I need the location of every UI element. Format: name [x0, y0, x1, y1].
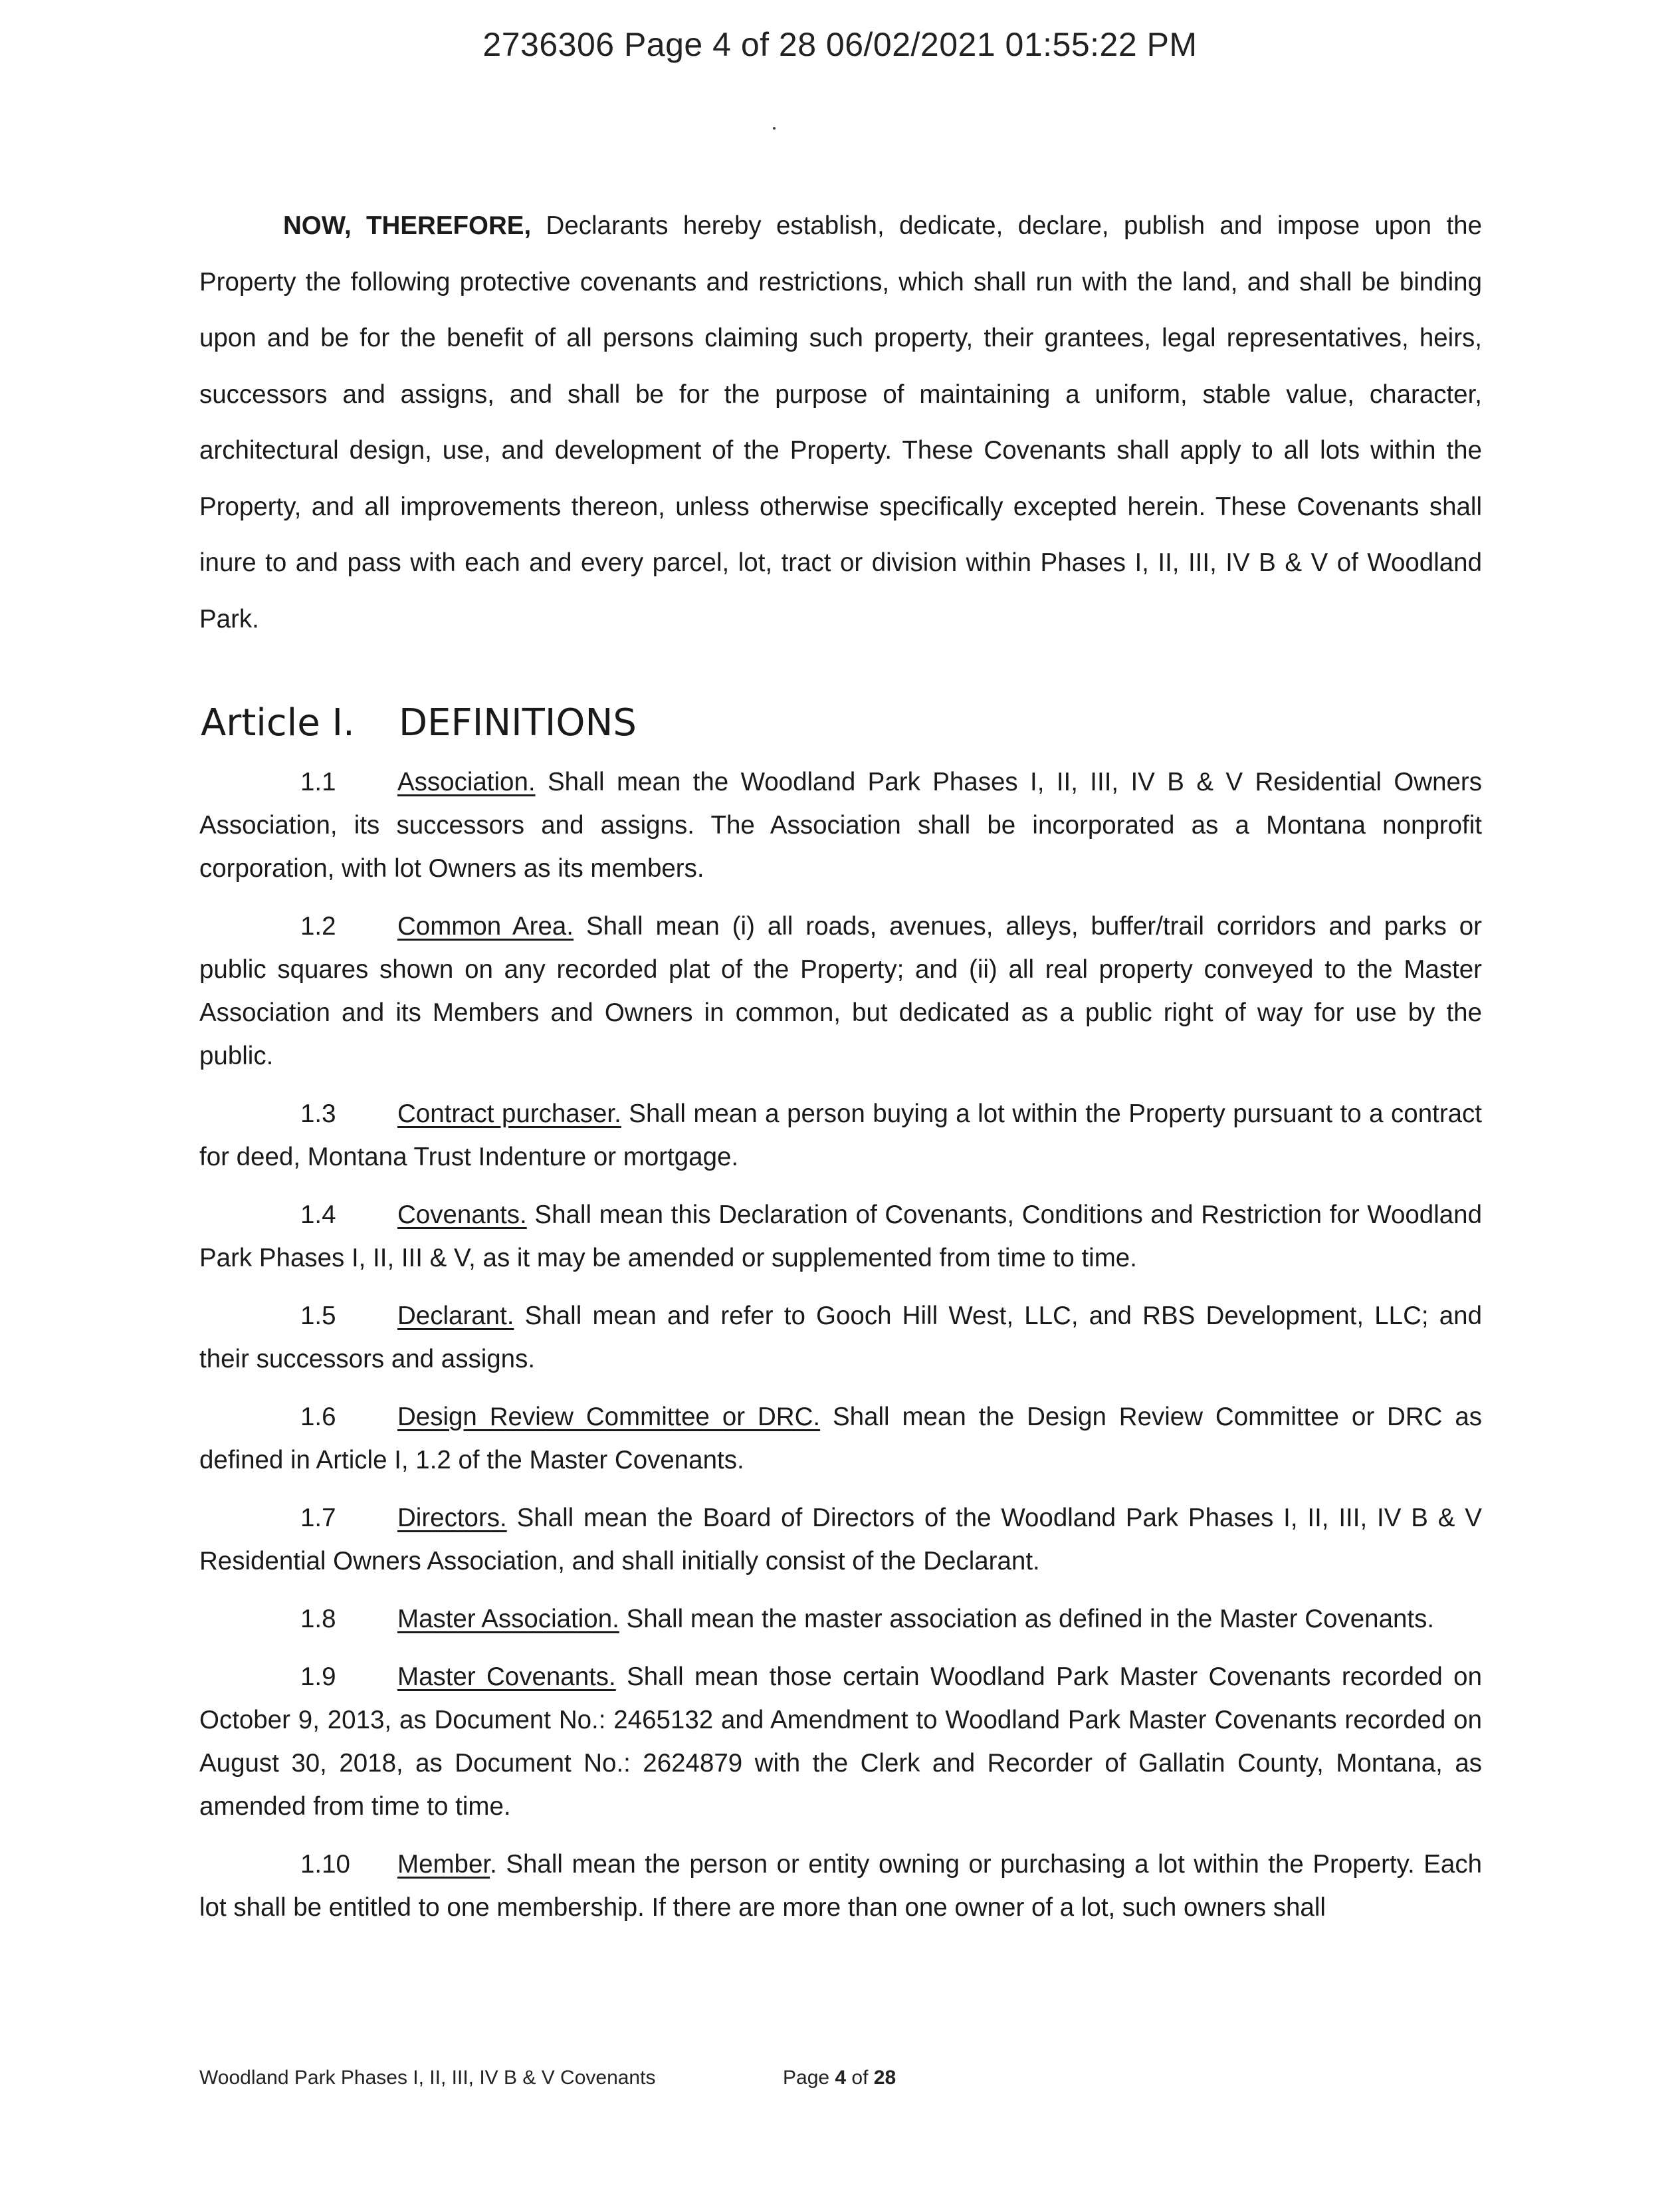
definition-term: Covenants.: [397, 1201, 527, 1229]
definition-text: . Shall mean the person or entity owning or purchasing a lot within the Property. Each lot shall be entitled to one membership. If there are more than one owner of a lot, such owners shall: [199, 1850, 1482, 1922]
intro-paragraph: [199, 198, 1482, 647]
definition-term: Common Area.: [397, 912, 574, 941]
article-title: DEFINITIONS: [399, 701, 637, 745]
scan-speck: [773, 127, 776, 130]
definition-text: Shall mean the Board of Directors of the Woodland Park Phases I, II, III, IV B & V Residential Owners Association, and shall initially consist of the Declarant.: [199, 1504, 1482, 1575]
definition-number: 1.7: [300, 1504, 336, 1532]
definition-item: [199, 1395, 1482, 1482]
definition-term: Master Association.: [397, 1605, 619, 1633]
definition-text: Shall mean the Design Review Committee or DRC as defined in Article I, 1.2 of the Master Covenants.: [199, 1403, 1482, 1474]
footer-page-total: 28: [873, 2067, 896, 2089]
definition-item: [199, 1294, 1482, 1381]
article-number: Article I.: [201, 701, 355, 745]
definition-text: Shall mean those certain Woodland Park Master Covenants recorded on October 9, 2013, as Document No.: 2465132 and Amendment to Woodland Park Master Covenants recorded on August 30, 2018, as Document No.: 2624879 with the Clerk and Recorder of Gallatin County, Montana, as amended from time to time.: [199, 1663, 1482, 1821]
definition-item: [199, 1193, 1482, 1280]
definition-item: [199, 905, 1482, 1078]
definition-text: Shall mean this Declaration of Covenants, Conditions and Restriction for Woodland Park Phases I, II, III & V, as it may be amended or supplemented from time to time.: [199, 1201, 1482, 1272]
definition-text: Shall mean a person buying a lot within the Property pursuant to a contract for deed, Montana Trust Indenture or mortgage.: [199, 1099, 1482, 1171]
definition-term: Design Review Committee or DRC.: [397, 1403, 821, 1431]
definition-item: [199, 1092, 1482, 1179]
definition-number: 1.2: [300, 912, 336, 941]
footer-page-number: 4: [835, 2067, 847, 2089]
definition-text: Shall mean and refer to Gooch Hill West, LLC, and RBS Development, LLC; and their successors and assigns.: [199, 1302, 1482, 1373]
definition-term: Member: [397, 1850, 490, 1879]
definition-text: Shall mean (i) all roads, avenues, alleys, buffer/trail corridors and parks or public squares shown on any recorded plat of the Property; and (ii) all real property conveyed to the Master Association and its Members and Owners in common, but dedicated as a public right of way for use by the public.: [199, 912, 1482, 1070]
footer-page-label: [783, 2067, 896, 2089]
definition-item: [199, 1655, 1482, 1828]
definition-number: 1.1: [300, 768, 336, 796]
definition-number: 1.4: [300, 1201, 336, 1229]
definition-text: Shall mean the Woodland Park Phases I, II, III, IV B & V Residential Owners Association, its successors and assigns. The Association shall be incorporated as a Montana nonprofit corporation, with lot Owners as its members.: [199, 768, 1482, 883]
intro-text: Declarants hereby establish, dedicate, declare, publish and impose upon the Property the following protective covenants and restrictions, which shall run with the land, and shall be binding upon and be for the benefit of all persons claiming such property, their grantees, legal representatives, heirs, successors and assigns, and shall be for the purpose of maintaining a uniform, stable value, character, architectural design, use, and development of the Property. These Covenants shall apply to all lots within the Property, and all improvements thereon, unless otherwise specifically excepted herein. These Covenants shall inure to and pass with each and every parcel, lot, tract or division within Phases I, II, III, IV B & V of Woodland Park.: [199, 211, 1482, 634]
intro-lead: NOW, THEREFORE,: [283, 211, 532, 240]
definition-item: [199, 1843, 1482, 1929]
definition-term: Master Covenants.: [397, 1663, 616, 1691]
definition-number: 1.8: [300, 1605, 336, 1633]
definition-term: Declarant.: [397, 1302, 514, 1330]
definition-item: [199, 760, 1482, 890]
definition-number: 1.6: [300, 1403, 336, 1431]
definition-item: [199, 1597, 1482, 1641]
recording-stamp: 2736306 Page 4 of 28 06/02/2021 01:55:22 PM: [482, 26, 1198, 63]
footer-doc-title: Woodland Park Phases I, II, III, IV B & V Covenants: [199, 2067, 656, 2089]
page-footer: [199, 2067, 896, 2089]
footer-page-of: of: [846, 2067, 874, 2089]
definition-number: 1.3: [300, 1099, 336, 1128]
definition-term: Contract purchaser.: [397, 1099, 621, 1128]
definition-number: 1.10: [300, 1850, 350, 1879]
article-heading: [201, 701, 637, 745]
definition-number: 1.5: [300, 1302, 336, 1330]
definitions-list: [199, 760, 1482, 1944]
definition-term: Association.: [397, 768, 536, 796]
definition-number: 1.9: [300, 1663, 336, 1691]
definition-item: [199, 1496, 1482, 1583]
definition-term: Directors.: [397, 1504, 507, 1532]
footer-page-prefix: Page: [783, 2067, 835, 2089]
definition-text: Shall mean the master association as defined in the Master Covenants.: [619, 1605, 1435, 1633]
